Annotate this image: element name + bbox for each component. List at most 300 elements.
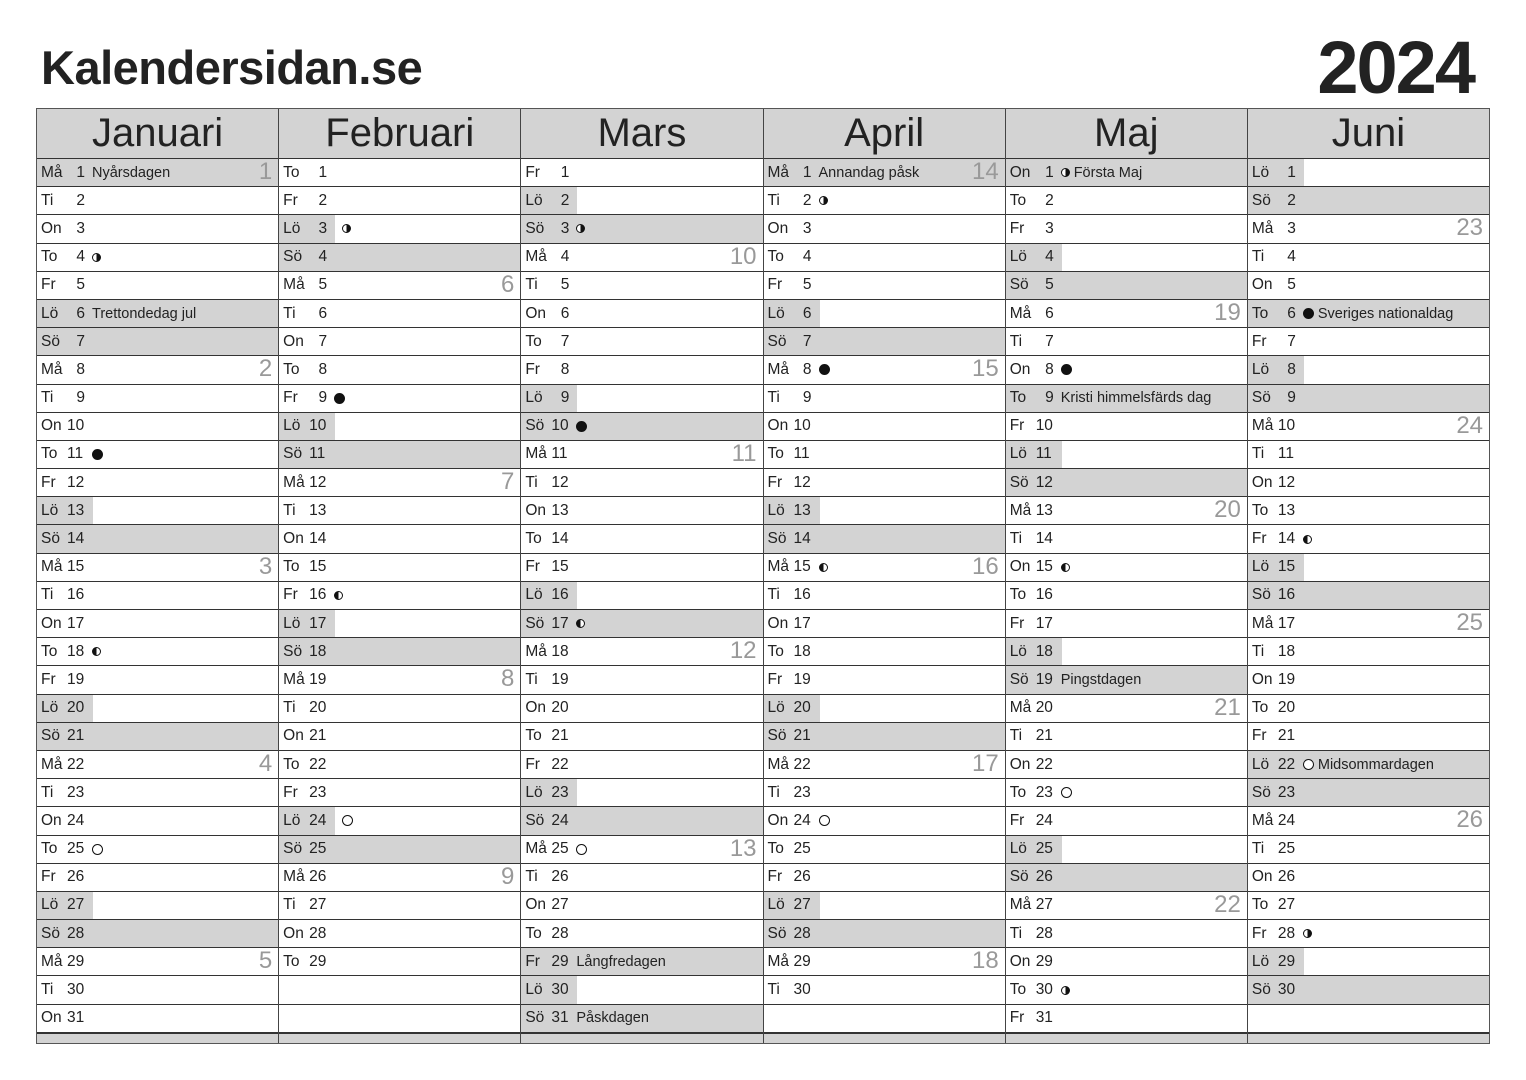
weekday: Må <box>1009 304 1032 322</box>
day-number: 20 <box>67 699 85 717</box>
week-number: 3 <box>258 552 273 580</box>
day-number: 10 <box>1277 417 1296 435</box>
day-row <box>764 976 1005 1004</box>
weekday: On <box>1009 755 1031 773</box>
day-row <box>764 187 1005 215</box>
day-row <box>1006 695 1247 723</box>
day-number: 21 <box>67 727 85 745</box>
day-label <box>279 610 335 637</box>
day-number: 23 <box>1035 783 1053 801</box>
day-label <box>37 610 85 637</box>
new-moon-icon <box>92 449 103 460</box>
day-number: 24 <box>67 811 85 829</box>
weekday: Lö <box>767 304 785 322</box>
day-number: 23 <box>67 783 85 801</box>
day-number: 11 <box>1035 445 1052 463</box>
weekday: To <box>41 445 58 463</box>
day-row <box>1006 497 1247 525</box>
day-number: 12 <box>551 473 569 491</box>
day-number: 25 <box>793 840 811 858</box>
month-footer <box>1006 1033 1247 1043</box>
day-label <box>1006 695 1054 722</box>
day-label <box>764 525 812 552</box>
day-row <box>1248 244 1489 272</box>
day-row <box>521 469 762 497</box>
day-label <box>1006 976 1054 1003</box>
day-number: 9 <box>802 389 812 407</box>
day-label <box>279 723 327 750</box>
weekday: Må <box>1009 699 1032 717</box>
day-label <box>37 976 85 1003</box>
day-row <box>1006 441 1247 469</box>
day-row <box>279 328 520 356</box>
day-label <box>1248 441 1296 468</box>
day-row <box>279 582 520 610</box>
weekday: On <box>525 304 547 322</box>
weekday: Lö <box>525 191 543 209</box>
weekday: Sö <box>41 530 60 548</box>
day-row <box>521 356 762 384</box>
day-number: 10 <box>793 417 811 435</box>
weekday: Fr <box>1251 332 1267 350</box>
holiday-label: Annandag påsk <box>818 164 920 181</box>
day-label <box>1006 807 1054 834</box>
weekday: Sö <box>525 811 545 829</box>
day-row <box>37 441 278 469</box>
weekday: To <box>1251 699 1269 717</box>
day-label <box>37 272 85 299</box>
day-row <box>37 413 278 441</box>
weekday: Må <box>41 360 63 378</box>
day-row <box>521 892 762 920</box>
weekday: On <box>283 332 304 350</box>
weekday: Må <box>1009 896 1032 914</box>
last-quarter-moon-icon <box>576 224 585 233</box>
day-row <box>1248 554 1489 582</box>
weekday: Lö <box>1251 952 1270 970</box>
day-label <box>521 159 569 186</box>
day-label <box>37 244 85 271</box>
day-number: 27 <box>309 896 327 914</box>
day-label <box>1248 864 1296 891</box>
weekday: Sö <box>1251 586 1271 604</box>
day-label <box>1248 836 1296 863</box>
day-label <box>764 948 812 975</box>
weekday: Fr <box>41 473 56 491</box>
weekday: Ti <box>1251 642 1265 660</box>
weekday: On <box>41 219 62 237</box>
day-label <box>521 638 569 665</box>
day-label <box>279 836 327 863</box>
day-number: 28 <box>67 924 85 942</box>
day-label <box>1248 356 1304 383</box>
weekday: Sö <box>1009 670 1029 688</box>
day-row <box>37 215 278 243</box>
day-number: 3 <box>1045 219 1054 237</box>
day-row <box>521 300 762 328</box>
day-label <box>1248 300 1296 327</box>
day-row <box>37 244 278 272</box>
weekday: To <box>283 755 300 773</box>
day-number: 9 <box>560 389 570 407</box>
day-number: 13 <box>1035 501 1053 519</box>
weekday: To <box>525 332 542 350</box>
weekday: Fr <box>525 163 540 181</box>
day-row <box>1006 244 1247 272</box>
day-number: 22 <box>67 755 85 773</box>
weekday: Sö <box>525 219 545 237</box>
weekday: Sö <box>767 727 787 745</box>
weekday: To <box>767 445 784 463</box>
day-number: 12 <box>309 473 327 491</box>
day-row <box>279 215 520 243</box>
day-number: 10 <box>1035 417 1053 435</box>
day-label <box>764 159 812 186</box>
weekday: Må <box>1251 811 1274 829</box>
week-number: 6 <box>500 270 515 298</box>
day-label <box>1248 1005 1296 1032</box>
day-row <box>279 244 520 272</box>
day-label <box>37 356 85 383</box>
week-number: 12 <box>729 637 757 665</box>
day-label <box>521 272 569 299</box>
weekday: On <box>1009 360 1031 378</box>
day-row <box>37 779 278 807</box>
day-label <box>279 159 327 186</box>
day-number: 31 <box>67 1009 85 1027</box>
weekday: Fr <box>1009 614 1025 632</box>
day-label <box>279 892 327 919</box>
weekday: On <box>41 614 62 632</box>
week-number: 26 <box>1456 806 1484 834</box>
year-title: 2024 <box>1317 26 1474 109</box>
day-label <box>37 159 85 186</box>
weekday: Må <box>767 755 790 773</box>
day-row <box>1248 385 1489 413</box>
weekday: Må <box>525 445 547 463</box>
day-number: 10 <box>309 417 327 435</box>
holiday-label: Trettondedag jul <box>92 305 197 322</box>
day-label <box>279 272 327 299</box>
weekday: Må <box>41 163 63 181</box>
day-label <box>521 385 577 412</box>
day-row <box>1006 751 1247 779</box>
day-number: 14 <box>1277 530 1296 548</box>
day-number: 30 <box>551 981 569 999</box>
weekday: Lö <box>41 304 59 322</box>
weekday: To <box>525 727 542 745</box>
weekday: Sö <box>1251 389 1271 407</box>
day-row <box>37 976 278 1004</box>
month-footer <box>279 1033 520 1043</box>
day-number: 27 <box>67 896 85 914</box>
day-label <box>37 1005 85 1032</box>
day-row <box>521 244 762 272</box>
weekday: Fr <box>1251 924 1267 942</box>
day-row <box>279 159 520 187</box>
day-row <box>1006 385 1247 413</box>
day-label <box>1248 413 1296 440</box>
day-row <box>1248 215 1489 243</box>
day-number: 4 <box>76 248 85 266</box>
day-row <box>764 948 1005 976</box>
weekday: Lö <box>1009 445 1027 463</box>
empty-row <box>1248 1005 1489 1033</box>
day-label <box>764 356 812 383</box>
day-row <box>764 751 1005 779</box>
day-label <box>764 695 820 722</box>
day-row <box>764 638 1005 666</box>
weekday: On <box>1251 868 1273 886</box>
weekday: Ti <box>767 586 780 604</box>
day-number: 24 <box>793 811 811 829</box>
day-number: 11 <box>793 445 810 463</box>
day-row <box>1248 920 1489 948</box>
weekday: Lö <box>767 896 785 914</box>
last-quarter-moon-icon <box>342 224 351 233</box>
day-label <box>1006 864 1054 891</box>
weekday: On <box>767 811 789 829</box>
day-label <box>37 554 85 581</box>
day-row <box>521 413 762 441</box>
day-label <box>1006 723 1054 750</box>
day-number: 1 <box>318 163 328 181</box>
day-row <box>37 554 278 582</box>
day-row <box>37 328 278 356</box>
weekday: Lö <box>283 614 301 632</box>
day-label <box>279 666 327 693</box>
day-number: 29 <box>551 952 569 970</box>
day-row <box>764 215 1005 243</box>
day-label <box>1248 215 1296 242</box>
weekday: Må <box>283 276 305 294</box>
day-number: 2 <box>560 191 570 209</box>
day-label <box>764 441 812 468</box>
weekday: To <box>41 642 58 660</box>
day-row <box>37 892 278 920</box>
day-label <box>521 751 569 778</box>
day-label <box>279 638 327 665</box>
weekday: Ti <box>767 981 780 999</box>
weekday: Ti <box>1009 727 1023 745</box>
day-label <box>37 385 85 412</box>
day-label <box>764 807 812 834</box>
day-number: 22 <box>793 755 811 773</box>
weekday: On <box>41 811 62 829</box>
day-row <box>521 920 762 948</box>
day-label <box>279 525 327 552</box>
weekday: To <box>525 530 542 548</box>
weekday: Må <box>525 840 547 858</box>
holiday-label: Midsommardagen <box>1317 756 1434 773</box>
day-label <box>1006 159 1054 186</box>
day-row <box>521 441 762 469</box>
day-label <box>521 469 569 496</box>
empty-row <box>279 1005 520 1033</box>
day-label <box>1248 385 1296 412</box>
weekday: On <box>767 417 789 435</box>
day-number: 11 <box>1277 445 1294 463</box>
week-number: 13 <box>729 834 757 862</box>
day-row <box>37 723 278 751</box>
day-label <box>279 328 327 355</box>
day-label <box>521 215 569 242</box>
first-quarter-moon-icon <box>334 591 343 600</box>
day-row <box>279 638 520 666</box>
day-number: 18 <box>1277 642 1296 660</box>
day-number: 2 <box>76 191 85 209</box>
day-number: 4 <box>1045 248 1054 266</box>
day-label <box>1248 892 1296 919</box>
day-number: 25 <box>309 840 327 858</box>
weekday: On <box>1251 670 1273 688</box>
day-number: 30 <box>793 981 811 999</box>
weekday: Ti <box>1009 924 1023 942</box>
day-label <box>764 723 812 750</box>
day-number: 27 <box>551 896 569 914</box>
day-row <box>1006 666 1247 694</box>
day-number: 22 <box>1035 755 1053 773</box>
weekday: Må <box>1251 614 1274 632</box>
day-label <box>764 610 812 637</box>
day-label <box>1006 610 1054 637</box>
day-number: 28 <box>1277 924 1296 942</box>
day-label <box>521 948 569 975</box>
day-number: 12 <box>67 473 85 491</box>
day-label <box>1006 413 1054 440</box>
day-number: 9 <box>1287 389 1296 407</box>
weekday: Ti <box>1009 530 1023 548</box>
day-number: 11 <box>67 445 84 463</box>
weekday: To <box>1009 586 1027 604</box>
weekday: Ti <box>41 783 54 801</box>
weekday: On <box>283 924 304 942</box>
day-number: 7 <box>318 332 328 350</box>
weekday: On <box>767 219 789 237</box>
day-label <box>37 215 85 242</box>
weekday: Sö <box>1009 473 1029 491</box>
full-moon-icon <box>819 815 830 826</box>
day-number: 4 <box>560 248 570 266</box>
weekday: To <box>283 952 300 970</box>
day-label <box>521 1005 569 1032</box>
weekday: Fr <box>767 670 783 688</box>
day-row <box>1248 187 1489 215</box>
day-row <box>521 666 762 694</box>
weekday: Fr <box>283 389 298 407</box>
day-number: 2 <box>802 191 812 209</box>
day-row <box>1006 920 1247 948</box>
day-row <box>37 836 278 864</box>
day-label <box>1006 666 1054 693</box>
first-quarter-moon-icon <box>1061 563 1070 572</box>
day-label <box>764 751 812 778</box>
weekday: To <box>767 248 784 266</box>
day-number: 3 <box>76 219 85 237</box>
day-label <box>37 836 85 863</box>
day-list <box>37 159 278 1033</box>
day-row <box>279 187 520 215</box>
day-row <box>521 187 762 215</box>
weekday: Ti <box>525 868 538 886</box>
day-label <box>1006 1005 1054 1032</box>
day-number: 2 <box>318 191 328 209</box>
weekday: Ti <box>767 783 780 801</box>
weekday: Ti <box>41 586 54 604</box>
day-label <box>521 413 569 440</box>
weekday: On <box>525 699 547 717</box>
weekday: To <box>1009 783 1027 801</box>
weekday: Lö <box>525 783 543 801</box>
day-number: 26 <box>793 868 811 886</box>
weekday: On <box>41 417 62 435</box>
day-number: 8 <box>1045 360 1054 378</box>
weekday: Ti <box>41 981 54 999</box>
day-number: 23 <box>793 783 811 801</box>
week-number: 15 <box>971 355 999 383</box>
weekday: Lö <box>1251 755 1270 773</box>
day-number: 29 <box>1277 952 1296 970</box>
day-number: 14 <box>793 530 811 548</box>
weekday: Lö <box>1009 642 1027 660</box>
last-quarter-moon-icon <box>92 253 101 262</box>
day-number: 15 <box>67 558 85 576</box>
day-row <box>521 385 762 413</box>
weekday: Fr <box>767 276 783 294</box>
day-label <box>37 892 93 919</box>
day-number: 21 <box>551 727 569 745</box>
weekday: On <box>1009 163 1031 181</box>
day-number: 25 <box>1277 840 1296 858</box>
day-row <box>1248 666 1489 694</box>
weekday: Fr <box>525 558 540 576</box>
day-label <box>764 385 812 412</box>
day-number: 16 <box>309 586 327 604</box>
day-row <box>279 385 520 413</box>
weekday: Lö <box>525 586 543 604</box>
day-row <box>1006 582 1247 610</box>
day-row <box>1248 356 1489 384</box>
day-label <box>521 356 569 383</box>
day-number: 31 <box>551 1009 569 1027</box>
weekday: Fr <box>525 952 540 970</box>
day-number: 16 <box>1035 586 1053 604</box>
day-number: 21 <box>1035 727 1053 745</box>
day-label <box>279 385 327 412</box>
new-moon-icon <box>334 393 345 404</box>
day-label <box>1006 948 1054 975</box>
week-number: 14 <box>971 158 999 185</box>
weekday: Sö <box>767 332 787 350</box>
month-header: Februari <box>279 109 520 159</box>
weekday: Lö <box>1009 248 1027 266</box>
weekday: Ti <box>1251 445 1265 463</box>
day-number: 3 <box>802 219 812 237</box>
weekday: Ti <box>283 896 296 914</box>
day-number: 11 <box>309 445 326 463</box>
weekday: Må <box>767 558 790 576</box>
day-row <box>37 948 278 976</box>
day-label <box>1248 244 1296 271</box>
weekday: Lö <box>1009 840 1027 858</box>
day-row <box>764 695 1005 723</box>
day-label <box>521 666 569 693</box>
day-label <box>37 779 85 806</box>
weekday: Sö <box>283 445 303 463</box>
day-label <box>1248 948 1304 975</box>
day-list <box>764 159 1005 1033</box>
day-label <box>1248 638 1296 665</box>
